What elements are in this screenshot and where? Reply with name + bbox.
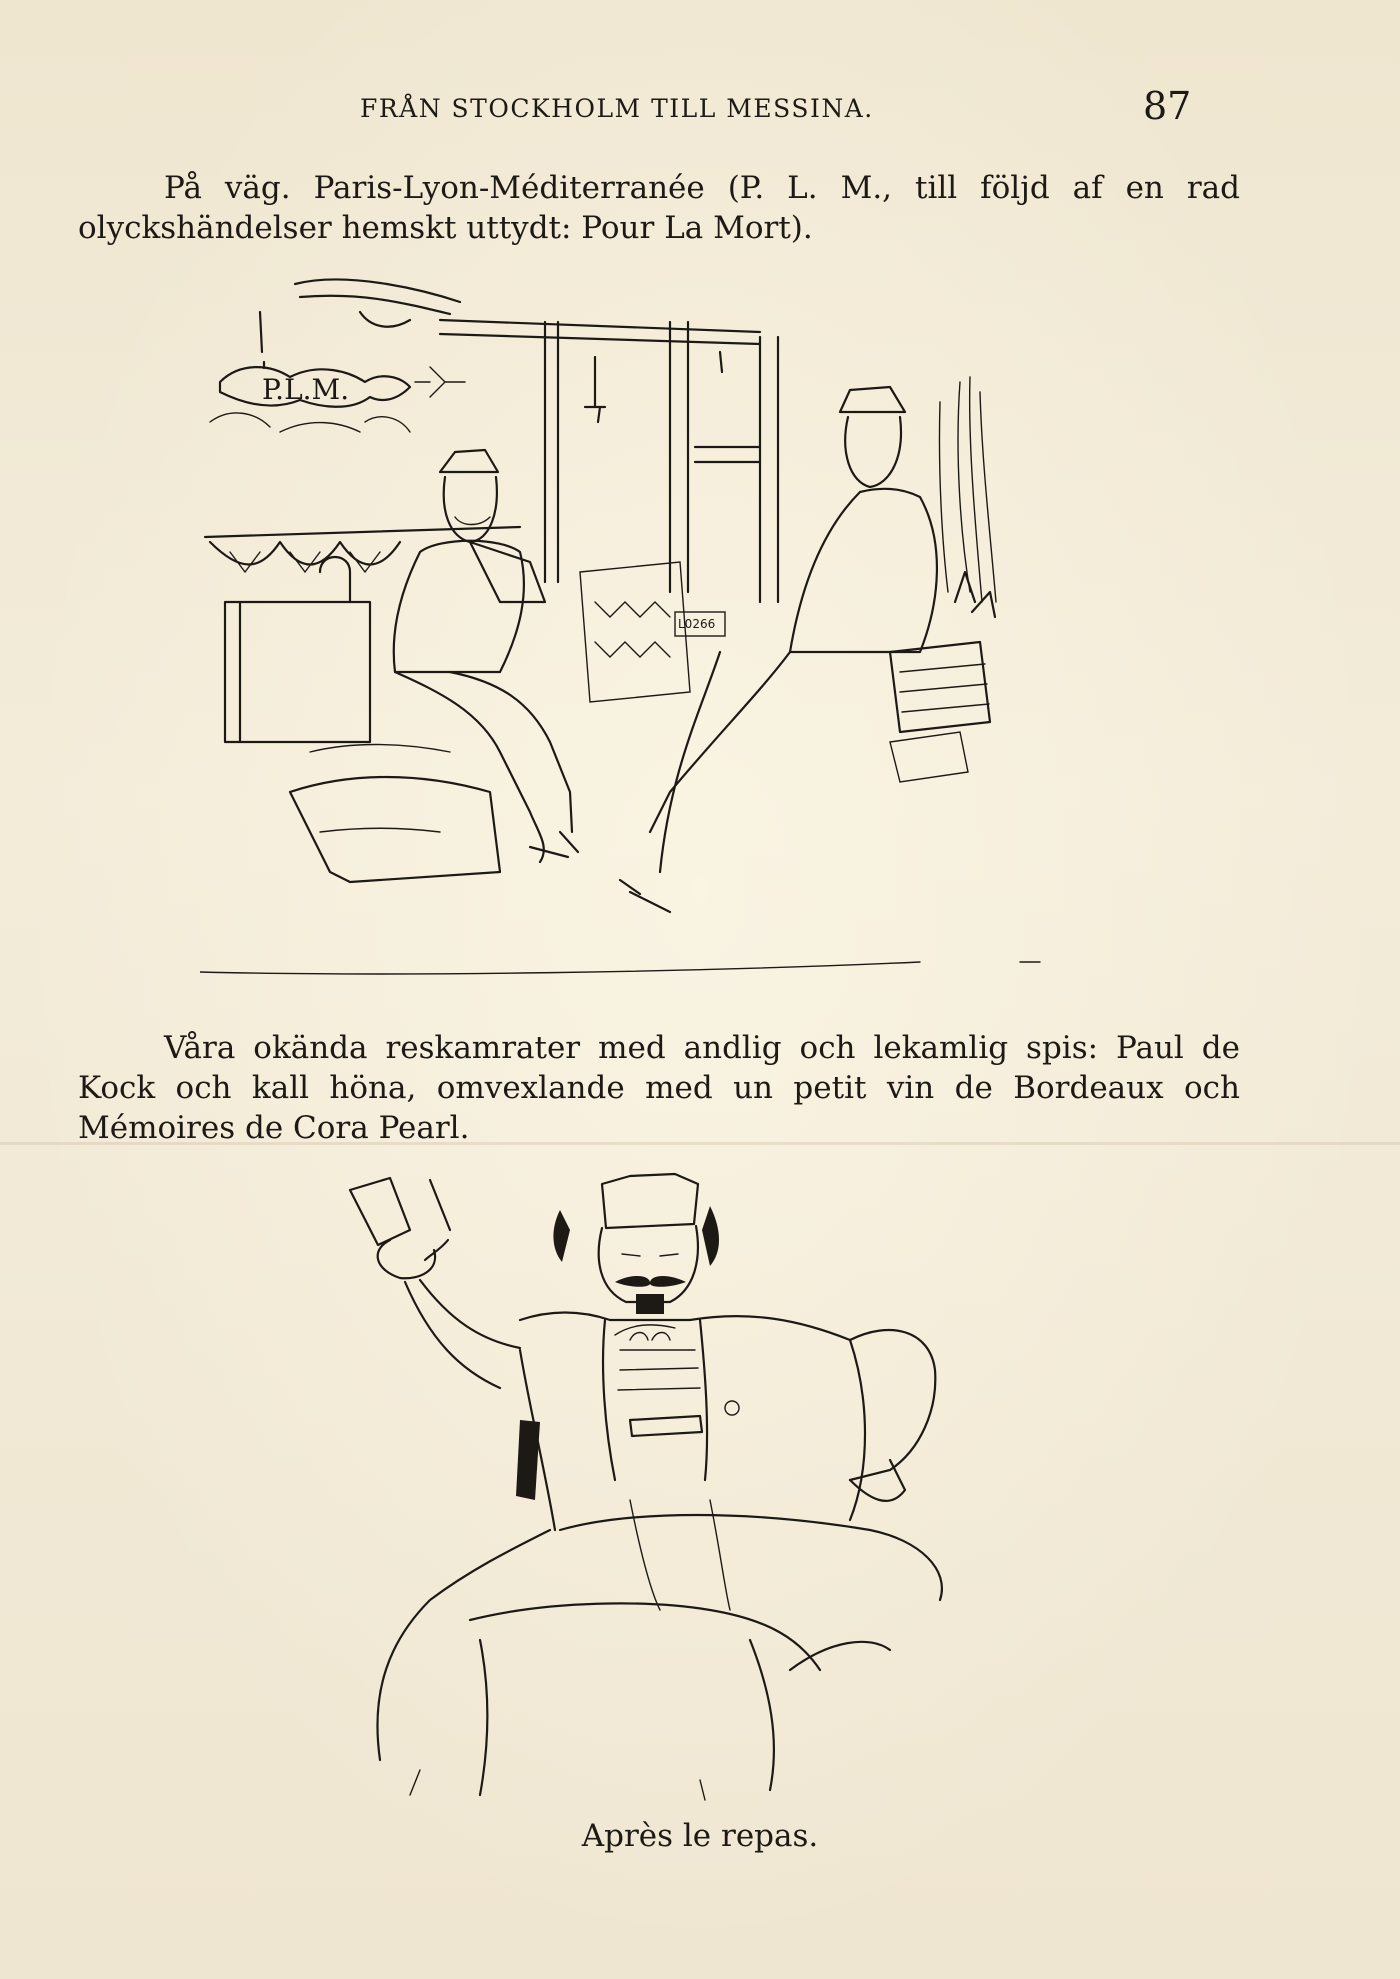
plm-sign-text: P.L.M. [262,373,350,406]
page-number: 87 [1143,84,1192,128]
train-compartment-illustration [200,272,1100,1002]
paragraph-2: Våra okända reskamrater med andlig och lekamlig spis: Paul de Kock och kall höna, omvexlande med un petit vin de Bordeaux och Mémoires de Cora Pearl. [78,1030,1240,1146]
page-header [0,84,1400,134]
illustration-caption: Après le repas. [581,1818,819,1854]
ticket-label: L0266 [678,617,716,631]
paragraph-1: På väg. Paris-Lyon-Méditerranée (P. L. M., till följd af en rad olyckshändelser hemskt uttydt: Pour La Mort). [78,170,1240,246]
man-after-meal-illustration [330,1170,980,1810]
running-title: FRÅN STOCKHOLM TILL MESSINA. [360,94,874,123]
